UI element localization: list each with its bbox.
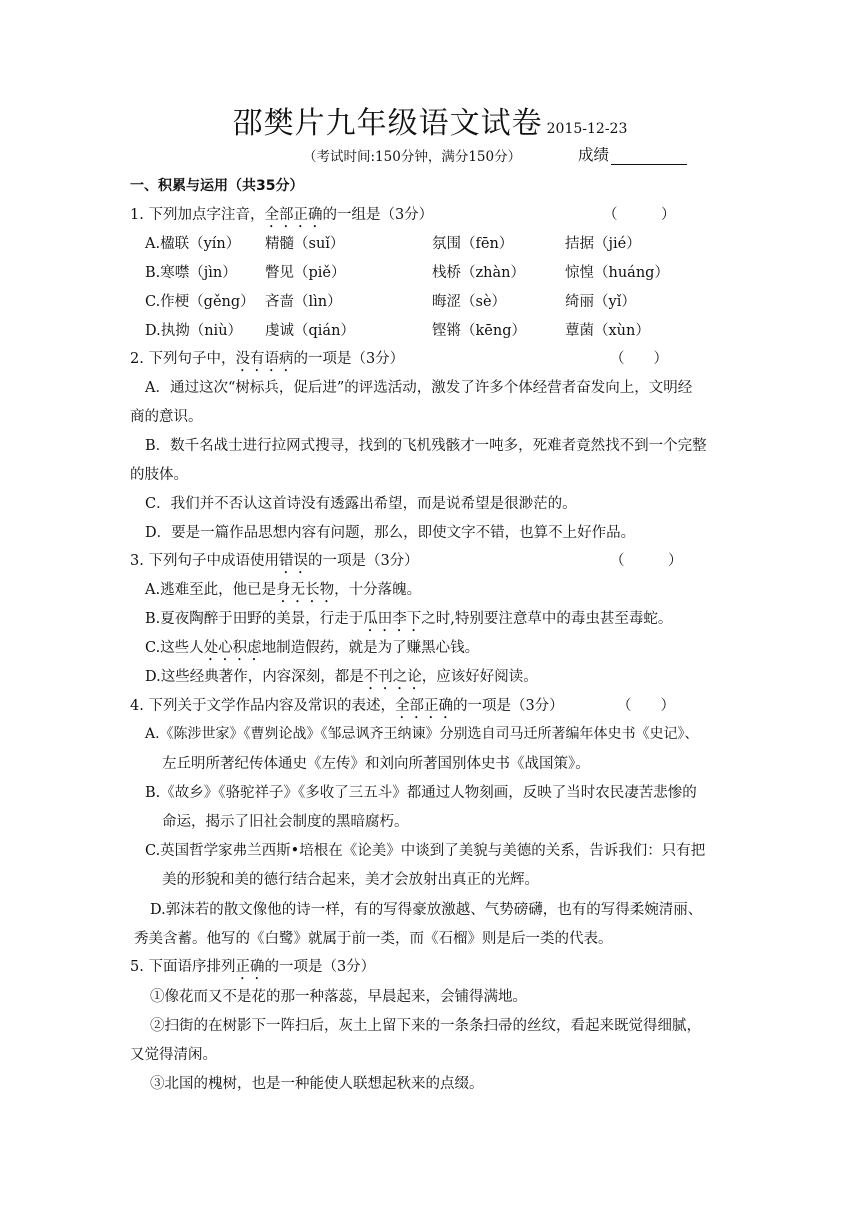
stem-text: 2. 下列句子中，: [130, 351, 236, 367]
stem-text: 1. 下列加点字注音，: [130, 207, 265, 223]
option-line: 秀美含蓄。他写的《白鹭》就属于前一类，而《石榴》则是后一类的代表。: [134, 931, 613, 947]
option-text: 之时,特别要注意草中的毒虫甚至毒蛇。: [421, 611, 673, 627]
option-text: ，十分落魄。: [334, 582, 422, 598]
stem-text: 的一项是（3分）: [264, 959, 376, 975]
option-line: D.郭沫若的散文像他的诗一样，有的写得豪放激越、气势磅礴，也有的写得柔婉清丽、: [150, 902, 703, 918]
answer-paren: （ ）: [610, 553, 683, 569]
emphasis-text: 没有语病: [235, 351, 294, 367]
option-line: A．通过这次“树标兵，促后进”的评选活动，激发了许多个体经营者奋发向上，文明经: [145, 380, 693, 396]
option-text: C.这些人: [145, 640, 204, 656]
option-line: 美的形貌和美的德行结合起来，美才会放射出真正的光辉。: [162, 872, 539, 888]
option-cell: 栈桥（zhàn）: [432, 265, 525, 281]
idiom-text: 瓜田李下: [363, 611, 422, 627]
option-line: A.《陈涉世家》《曹刿论战》《邹忌讽齐王纳谏》分别选自司马迁所著编年体史书《史记》、: [145, 726, 699, 742]
question-1-stem: [130, 203, 433, 231]
option-text: A.逃难至此，他已是: [145, 582, 277, 598]
option-line: 左丘明所著纪传体通史《左传》和刘向所著国别体史书《战国策》。: [162, 756, 590, 772]
emphasis-text: 错误: [278, 553, 308, 569]
option-cell: B.寒噤（jìn）: [145, 265, 237, 281]
emphasis-text: 正确: [235, 959, 265, 975]
option-text: 地制造假药，就是为了赚黑心钱。: [261, 640, 480, 656]
option-line: [145, 665, 538, 693]
option-cell: D.执拗（niù）: [145, 323, 243, 339]
stem-text: 的一项是（3分）: [307, 553, 419, 569]
answer-paren: （ ）: [603, 207, 676, 223]
option-line: B．数千名战士进行拉网式搜寻，找到的飞机残骸才一吨多，死难者竟然找不到一个完整: [145, 438, 707, 454]
stem-text: 4. 下列关于文学作品内容及常识的表述，: [130, 698, 395, 714]
page-title: 邵樊片九年级语文试卷: [232, 106, 543, 141]
stem-text: 的一项是（3分）: [293, 351, 405, 367]
emphasis-text: 全部正确: [264, 207, 323, 223]
option-cell: 拮据（jié）: [565, 236, 641, 252]
option-cell: 绮丽（yǐ）: [565, 294, 636, 310]
option-line: B.《故乡》《骆驼祥子》《多收了三五斗》都通过人物刻画，反映了当时农民凄苦悲惨的: [145, 785, 697, 801]
emphasis-text: 全部正确: [394, 698, 453, 714]
option-line: [145, 578, 421, 606]
option-line: 商的意识。: [130, 409, 203, 425]
title-block: [0, 98, 860, 142]
score-field: [578, 143, 687, 165]
option-cell: 惊惶（huáng）: [565, 265, 669, 281]
stem-text: 5. 下面语序排列: [130, 959, 236, 975]
answer-paren: （ ）: [617, 698, 675, 714]
option-line: [145, 636, 479, 664]
option-line: D．要是一篇作品思想内容有问题，那么，即使文字不错，也算不上好作品。: [145, 525, 636, 541]
idiom-text: 不刊之论: [363, 669, 422, 685]
sentence-line: ③北国的槐树，也是一种能使人联想起秋来的点缀。: [150, 1076, 484, 1092]
question-4-stem: [130, 694, 564, 722]
option-line: [145, 607, 672, 635]
idiom-text: 身无长物: [276, 582, 335, 598]
option-cell: 虔诚（qián）: [265, 323, 355, 339]
section-heading: 一、积累与运用（共35分）: [130, 178, 304, 194]
option-cell: C.作梗（gěng）: [145, 294, 255, 310]
option-cell: 吝啬（lìn）: [265, 294, 342, 310]
option-line: C．我们并不否认这首诗没有透露出希望，而是说希望是很渺茫的。: [145, 496, 577, 512]
score-label: 成绩: [578, 146, 610, 164]
option-line: C.英国哲学家弗兰西斯•培根在《论美》中谈到了美貌与美德的关系，告诉我们：只有把: [145, 843, 706, 859]
sentence-line: ①像花而又不是花的那一种落蕊，早晨起来，会铺得满地。: [150, 989, 527, 1005]
stem-text: 的一组是（3分）: [322, 207, 434, 223]
stem-text: 3. 下列句子中成语使用: [130, 553, 279, 569]
option-cell: A.楹联（yín）: [145, 236, 241, 252]
score-blank: [611, 150, 687, 165]
question-3-stem: [130, 549, 419, 577]
option-cell: 氛围（fēn）: [432, 236, 514, 252]
option-text: ，应该好好阅读。: [421, 669, 538, 685]
option-cell: 精髓（suǐ）: [265, 236, 345, 252]
option-line: 命运，揭示了旧社会制度的黑暗腐朽。: [162, 814, 409, 830]
question-2-stem: [130, 347, 404, 375]
question-5-stem: [130, 955, 375, 983]
option-cell: 晦涩（sè）: [432, 294, 507, 310]
option-cell: 铿锵（kēng）: [432, 323, 526, 339]
idiom-text: 处心积虑: [203, 640, 262, 656]
exam-info: （考试时间:150分钟，满分150分）: [303, 149, 522, 165]
sentence-line: 又觉得清闲。: [130, 1047, 217, 1063]
sentence-line: ②扫街的在树影下一阵扫后，灰土上留下来的一条条扫帚的丝纹，看起来既觉得细腻，: [150, 1018, 701, 1034]
answer-paren: （ ）: [610, 351, 668, 367]
option-line: 的肢体。: [130, 467, 188, 483]
option-text: B.夏夜陶醉于田野的美景，行走于: [145, 611, 364, 627]
exam-date: 2015-12-23: [546, 121, 628, 137]
option-cell: 蕈菌（xùn）: [565, 323, 650, 339]
stem-text: 的一项是（3分）: [452, 698, 564, 714]
option-text: D.这些经典著作，内容深刻，都是: [145, 669, 364, 685]
option-cell: 瞥见（piě）: [265, 265, 346, 281]
